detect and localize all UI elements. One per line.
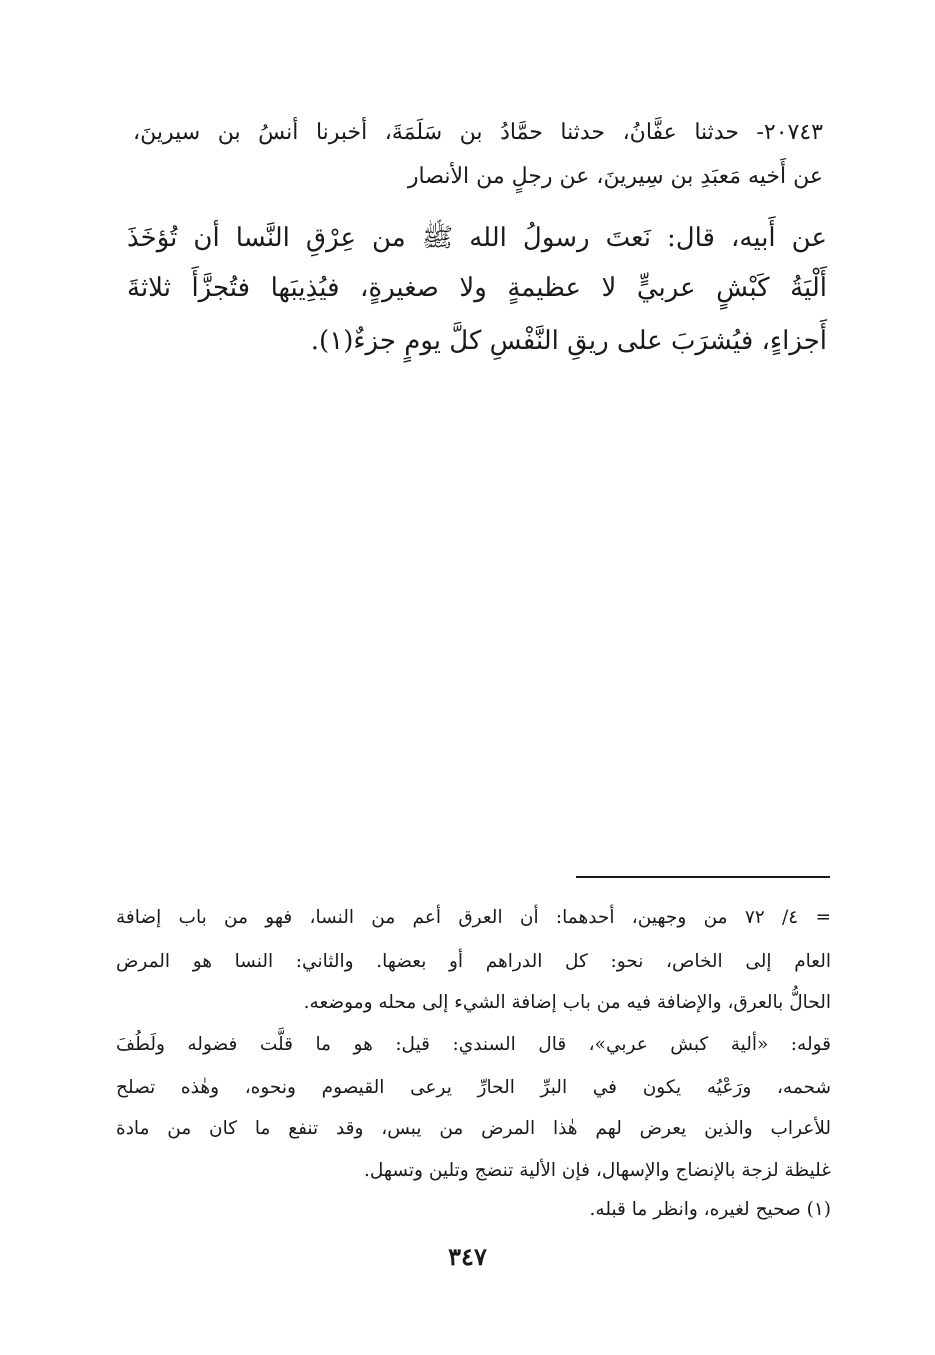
footnote-line-6: للأعراب والذين يعرض لهم هٰذا المرض من يبس، وقد تنفع ما كان من مادة xyxy=(116,1118,831,1139)
footnote-line-2: العام إلى الخاص، نحو: كل الدراهم أو بعضها. والثاني: النسا هو المرض xyxy=(116,951,831,972)
footnote-line-5: شحمه، ورَعْيُه يكون في البرِّ الحارِّ يرعى القيصوم ونحوه، وهٰذه تصلح xyxy=(116,1077,831,1098)
footnote-line-8: (١) صحيح لغيره، وانظر ما قبله. xyxy=(589,1199,831,1220)
footnote-separator xyxy=(576,876,830,878)
footnote-line-3: الحالُّ بالعرق، والإضافة فيه من باب إضافة الشيء إلى محله وموضعه. xyxy=(303,992,831,1013)
footnote-line-7: غليظة لزجة بالإنضاج والإسهال، فإن الألية تنضج وتلين وتسهل. xyxy=(363,1160,831,1181)
footnote-line-4: قوله: «ألية كبش عربي»، قال السندي: قيل: هو ما قلَّت فضوله ولَطُفَ xyxy=(116,1034,831,1055)
hadith-matn-line-3: أَجزاءٍ، فيُشرَبَ على ريقِ النَّفْسِ كلَّ يومٍ جزءٌ(١). xyxy=(310,326,827,356)
hadith-matn-line-2: أَلْيَةُ كَبْشٍ عربيٍّ لا عظيمةٍ ولا صغيرةٍ، فيُذِيبَها فتُجزَّأَ ثلاثةَ xyxy=(127,273,827,303)
hadith-isnad-line-1: ٢٠٧٤٣- حدثنا عفَّانُ، حدثنا حمَّادُ بن سَلَمَةَ، أخبرنا أنسُ بن سيرينَ، xyxy=(133,120,823,145)
hadith-isnad-line-2: عن أَخيه مَعبَدِ بن سِيرينَ، عن رجلٍ من الأنصار xyxy=(407,164,823,189)
footnote-line-1: = ٤/ ٧٢ من وجهين، أحدهما: أن العرق أعم من النسا، فهو من باب إضافة xyxy=(116,907,832,928)
page-number: ٣٤٧ xyxy=(448,1242,487,1271)
hadith-matn-line-1: عن أَبيه، قال: نَعتَ رسولُ الله ﷺ من عِرْقِ النَّسا أن تُؤخَذَ xyxy=(127,223,827,253)
